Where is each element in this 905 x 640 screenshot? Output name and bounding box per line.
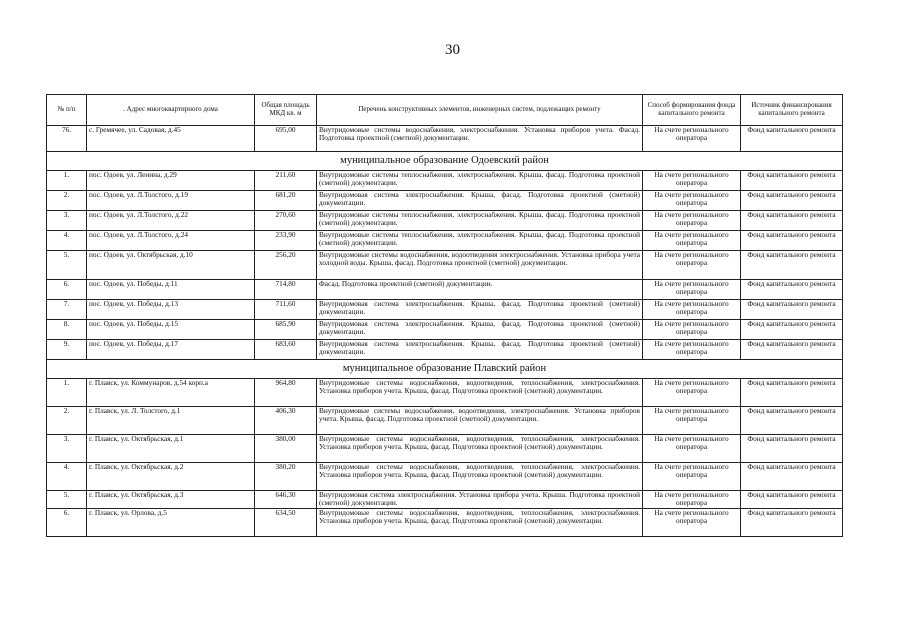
row-num: 1.	[47, 171, 87, 191]
row-num: 5.	[47, 491, 87, 509]
row-method: На счете регионального оператора	[643, 407, 741, 435]
row-num: 2.	[47, 191, 87, 211]
row-works: Внутридомовые системы теплоснабжения, электроснабжения. Крыша, фасад. Подготовка проектной (сметной) документации.	[317, 211, 643, 231]
plavsk-rows	[47, 379, 843, 537]
row-address: пос. Одоев, ул. Л.Толстого, д.22	[87, 211, 255, 231]
row-area: 711,60	[255, 300, 317, 320]
table-row	[47, 508, 843, 536]
row-source: Фонд капитального ремонта	[741, 435, 843, 463]
row-source: Фонд капитального ремонта	[741, 280, 843, 300]
row-area: 681,20	[255, 191, 317, 211]
row-address: пос. Одоев, ул. Победы, д.13	[87, 300, 255, 320]
section-title: муниципальное образование Одоевский район	[47, 152, 843, 171]
row-method: На счете регионального оператора	[643, 340, 741, 360]
table-row	[47, 320, 843, 340]
header-num: № п/п	[47, 95, 87, 126]
row-method: На счете регионального оператора	[643, 231, 741, 251]
row-method: На счете регионального оператора	[643, 508, 741, 536]
row-num: 4.	[47, 231, 87, 251]
row-area: 634,50	[255, 508, 317, 536]
section-title: муниципальное образование Плавский район	[47, 360, 843, 379]
row-works: Внутридомовые системы водоснабжения, водоотведения, теплоснабжения, электроснабжения. Установка приборов учета. Крыша, фасад. Подготовка проектной (сметной) документации.	[317, 435, 643, 463]
row-method: На счете регионального оператора	[643, 280, 741, 300]
row-area: 380,20	[255, 463, 317, 491]
row-num: 6.	[47, 508, 87, 536]
row-works: Внутридомовая система электроснабжения. Крыша, фасад. Подготовка проектной (сметной) документации.	[317, 340, 643, 360]
row-num: 1.	[47, 379, 87, 407]
row-method: На счете регионального оператора	[643, 126, 741, 152]
row-area: 683,60	[255, 340, 317, 360]
row-address: пос. Одоев, ул. Победы, д.15	[87, 320, 255, 340]
row-works: Внутридомовая система электроснабжения. Крыша, фасад. Подготовка проектной (сметной) документации.	[317, 300, 643, 320]
row-address: с. Гремячее, ул. Садовая, д.45	[87, 126, 255, 152]
row-address: пос. Одоев, ул. Л.Толстого, д.19	[87, 191, 255, 211]
table-row	[47, 280, 843, 300]
row-address: г. Плавск, ул. Октябрьская, д.3	[87, 491, 255, 509]
row-works: Внутридомовые системы теплоснабжения, электроснабжения. Крыша, фасад. Подготовка проектной (сметной) документации.	[317, 231, 643, 251]
row-method: На счете регионального оператора	[643, 191, 741, 211]
section-header-odoev	[47, 152, 843, 171]
row-source: Фонд капитального ремонта	[741, 300, 843, 320]
row-method: На счете регионального оператора	[643, 379, 741, 407]
row-source: Фонд капитального ремонта	[741, 191, 843, 211]
row-works: Внутридомовая система электроснабжения. Крыша, фасад. Подготовка проектной (сметной) документации.	[317, 320, 643, 340]
row-works: Внутридомовая система электроснабжения. Установка прибора учета. Крыша. Подготовка проектной (сметной) документации.	[317, 491, 643, 509]
row-source: Фонд капитального ремонта	[741, 491, 843, 509]
row-address: пос. Одоев, ул. Победы, д.11	[87, 280, 255, 300]
table-row	[47, 231, 843, 251]
table-row	[47, 491, 843, 509]
row-area: 270,60	[255, 211, 317, 231]
table-row	[47, 463, 843, 491]
section-header-plavsk	[47, 360, 843, 379]
row-num: 7.	[47, 300, 87, 320]
row-address: г. Плавск, ул. Коммунаров, д.54 корп.а	[87, 379, 255, 407]
repair-program-table	[46, 94, 843, 537]
table-header-row	[47, 95, 843, 126]
header-source: Источник финансирования капитального ремонта	[741, 95, 843, 126]
table-row	[47, 251, 843, 280]
header-method: Способ формирования фонда капитального ремонта	[643, 95, 741, 126]
table-row	[47, 407, 843, 435]
row-method: На счете регионального оператора	[643, 211, 741, 231]
row-area: 714,80	[255, 280, 317, 300]
row-source: Фонд капитального ремонта	[741, 211, 843, 231]
row-method: На счете регионального оператора	[643, 171, 741, 191]
row-address: пос. Одоев, ул. Победы, д.17	[87, 340, 255, 360]
row-source: Фонд капитального ремонта	[741, 171, 843, 191]
table-row	[47, 171, 843, 191]
row-method: На счете регионального оператора	[643, 320, 741, 340]
row-address: пос. Одоев, ул. Л.Толстого, д.24	[87, 231, 255, 251]
table-row	[47, 340, 843, 360]
row-num: 2.	[47, 407, 87, 435]
table-row	[47, 435, 843, 463]
row-num: 6.	[47, 280, 87, 300]
row-num: 9.	[47, 340, 87, 360]
row-area: 256,20	[255, 251, 317, 280]
row-works: Внутридомовые системы водоснабжения, водоотведения электроснабжения. Установка прибора учета холодной воды. Крыша, фасад. Подготовка проектной (сметной) документации.	[317, 251, 643, 280]
row-area: 211,60	[255, 171, 317, 191]
row-source: Фонд капитального ремонта	[741, 508, 843, 536]
row-source: Фонд капитального ремонта	[741, 463, 843, 491]
row-address: г. Плавск, ул. Октябрьская, д.1	[87, 435, 255, 463]
row-works: Внутридомовые системы водоснабжения, водоотведения, теплоснабжения, электроснабжения. Установка приборов учета. Крыша, фасад. Подготовка проектной (сметной) документации.	[317, 508, 643, 536]
page-number: 30	[445, 42, 460, 58]
table-row	[47, 211, 843, 231]
row-source: Фонд капитального ремонта	[741, 379, 843, 407]
row-num: 8.	[47, 320, 87, 340]
row-works: Фасад. Подготовка проектной (сметной) документации.	[317, 280, 643, 300]
table-row	[47, 126, 843, 152]
row-area: 233,90	[255, 231, 317, 251]
header-address: . Адрес многоквартирного дома	[87, 95, 255, 126]
row-method: На счете регионального оператора	[643, 300, 741, 320]
row-source: Фонд капитального ремонта	[741, 231, 843, 251]
row-works: Внутридомовые системы водоснабжения, водоотведения, теплоснабжения, электроснабжения. Установка приборов учета. Крыша, фасад. Подготовка проектной (сметной) документации.	[317, 463, 643, 491]
row-works: Внутридомовые системы теплоснабжения, электроснабжения. Крыша, фасад. Подготовка проектной (сметной) документации.	[317, 171, 643, 191]
row-source: Фонд капитального ремонта	[741, 126, 843, 152]
row-num: 76.	[47, 126, 87, 152]
row-source: Фонд капитального ремонта	[741, 320, 843, 340]
row-method: На счете регионального оператора	[643, 435, 741, 463]
row-method: На счете регионального оператора	[643, 491, 741, 509]
row-area: 685,90	[255, 320, 317, 340]
row-area: 695,00	[255, 126, 317, 152]
row-method: На счете регионального оператора	[643, 463, 741, 491]
row-address: пос. Одоев, ул. Октябрьская, д.10	[87, 251, 255, 280]
odoev-rows	[47, 171, 843, 360]
row-method: На счете регионального оператора	[643, 251, 741, 280]
row-num: 3.	[47, 435, 87, 463]
row-source: Фонд капитального ремонта	[741, 407, 843, 435]
row-address: г. Плавск, ул. Октябрьская, д.2	[87, 463, 255, 491]
row-source: Фонд капитального ремонта	[741, 251, 843, 280]
row-num: 4.	[47, 463, 87, 491]
row-area: 380,00	[255, 435, 317, 463]
row-works: Внутридомовая система электроснабжения. Крыша, фасад. Подготовка проектной (сметной) документации.	[317, 191, 643, 211]
table-row	[47, 379, 843, 407]
row-works: Внутридомовые системы водоснабжения, водоотведения, электроснабжения. Установка приборов учета. Крыша, фасад. Подготовка проектной (сметной) документации.	[317, 407, 643, 435]
row-area: 964,80	[255, 379, 317, 407]
header-area: Общая площадь МКД кв. м	[255, 95, 317, 126]
row-area: 646,30	[255, 491, 317, 509]
table-row	[47, 191, 843, 211]
row-num: 5.	[47, 251, 87, 280]
row-address: пос. Одоев, ул. Ленина, д.29	[87, 171, 255, 191]
row-source: Фонд капитального ремонта	[741, 340, 843, 360]
row-address: г. Плавск, ул. Л. Толстого, д.1	[87, 407, 255, 435]
header-works: Перечень конструктивных элементов, инженерных систем, подлежащих ремонту	[317, 95, 643, 126]
row-address: г. Плавск, ул. Орлова, д.5	[87, 508, 255, 536]
row-num: 3.	[47, 211, 87, 231]
row-works: Внутридомовые системы водоснабжения, водоотведения, теплоснабжения, электроснабжения. Установка приборов учета. Крыша, фасад. Подготовка проектной (сметной) документации.	[317, 379, 643, 407]
table-row	[47, 300, 843, 320]
row-area: 406,30	[255, 407, 317, 435]
row-works: Внутридомовые системы водоснабжения, электроснабжения. Установка приборов учета. Фасад. Подготовка проектной (сметной) документации.	[317, 126, 643, 152]
